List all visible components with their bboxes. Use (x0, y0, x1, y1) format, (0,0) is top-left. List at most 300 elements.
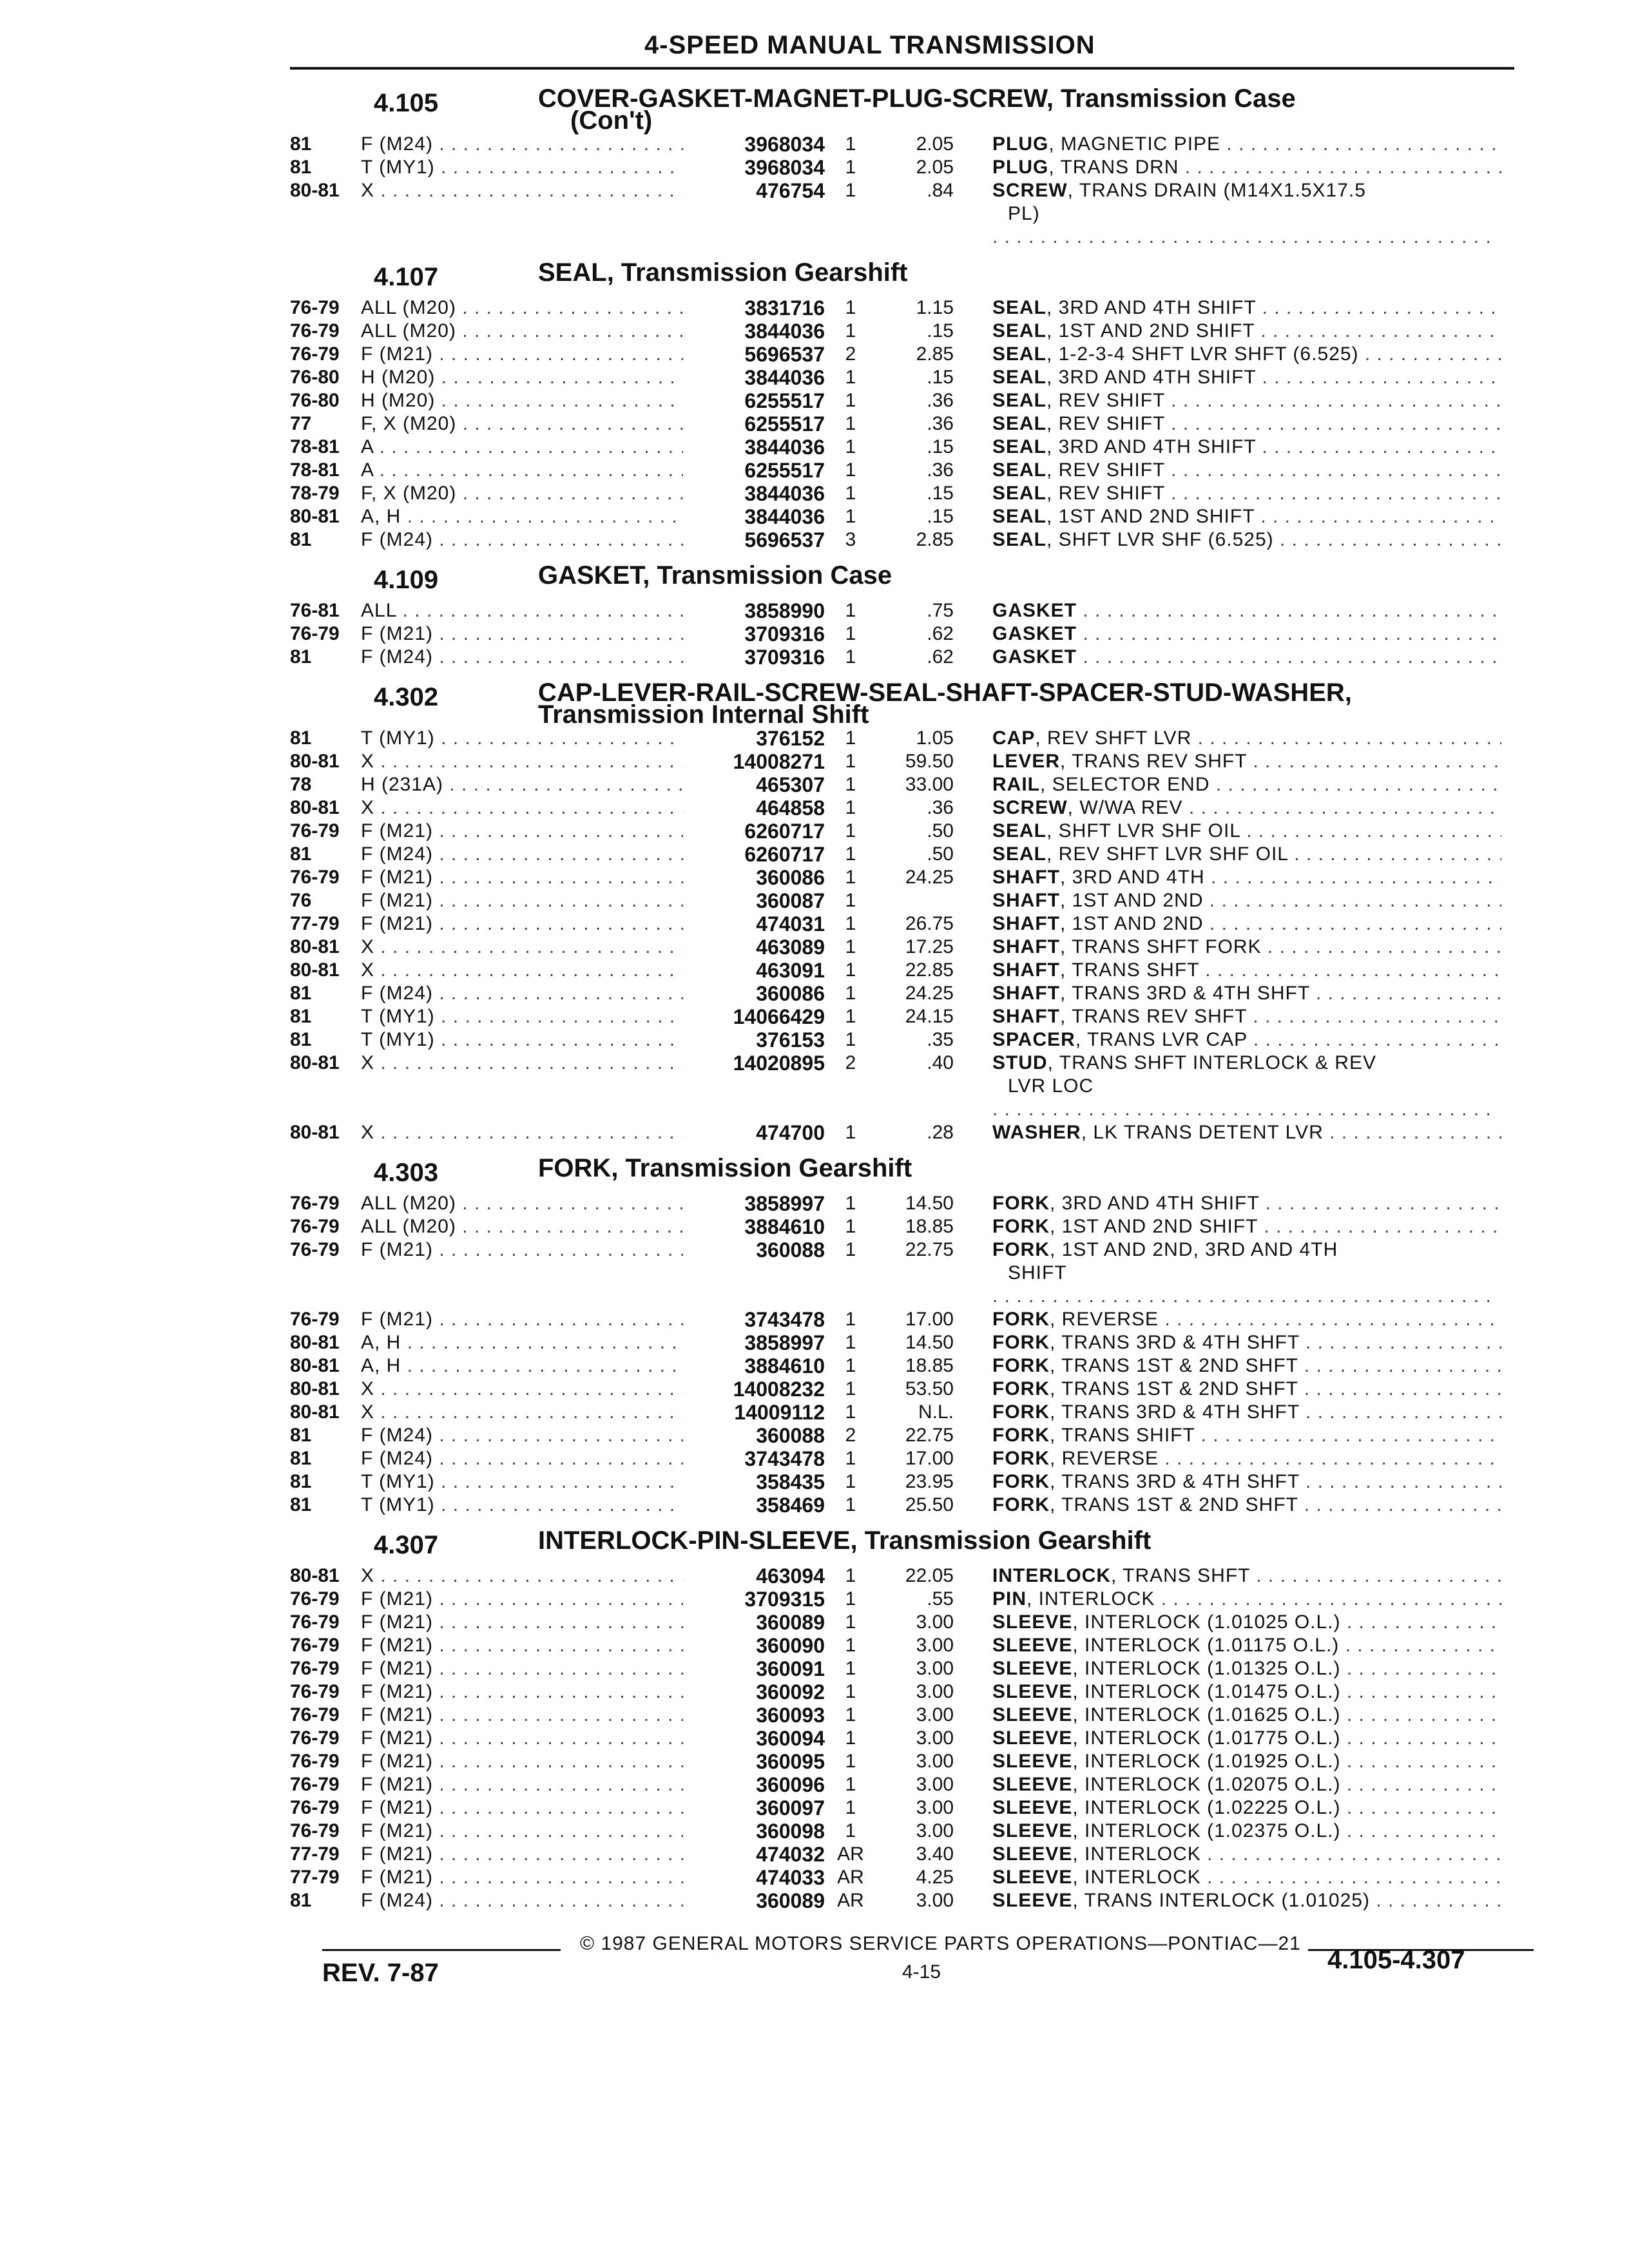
part-number: 474031 (756, 912, 825, 936)
part-detail-continued: LVR LOC (1008, 1075, 1094, 1097)
part-name: FORK (992, 1448, 1050, 1469)
price: .36 (927, 413, 954, 434)
year-range: 77-79 (290, 1843, 340, 1865)
section-title-main: CAP-LEVER-RAIL-SCREW-SEAL-SHAFT-SPACER-STUD-WASHER (538, 678, 1345, 707)
quantity: 1 (845, 459, 856, 481)
part-detail: , SHFT LVR SHF (6.525) (1046, 529, 1274, 550)
part-description (954, 1750, 1501, 1773)
price: 3.00 (916, 1704, 954, 1725)
year-range: 76-79 (290, 320, 340, 341)
part-detail: , 1ST AND 2ND SHIFT (1050, 1216, 1258, 1237)
section-header (290, 1152, 1514, 1192)
part-row (290, 1588, 1514, 1611)
price: 23.95 (905, 1471, 954, 1492)
model-code: F (M24) . . . (361, 982, 683, 1005)
part-description (954, 1704, 1501, 1727)
part-detail: , 1ST AND 2ND SHIFT (1046, 320, 1255, 341)
quantity: 1 (845, 1588, 856, 1610)
part-description (954, 1843, 1501, 1866)
part-name: FORK (992, 1471, 1050, 1492)
part-row (290, 1354, 1514, 1378)
model-code: X . . . (361, 1052, 683, 1075)
part-detail: , TRANS INTERLOCK (1.01025) (1072, 1890, 1370, 1911)
part-description (954, 1796, 1501, 1820)
price: .15 (927, 506, 954, 527)
section-header (290, 82, 1514, 133)
part-number: 3968034 (744, 133, 825, 156)
quantity: AR (837, 1890, 864, 1911)
part-description (954, 1564, 1501, 1588)
model-code: A, H . . . (361, 505, 683, 528)
quantity: 1 (845, 1494, 856, 1515)
model-code: H (231A) . . . (361, 773, 683, 796)
year-range: 81 (290, 1471, 312, 1492)
quantity: 1 (845, 436, 856, 457)
part-description (954, 1494, 1501, 1517)
part-description (954, 866, 1501, 889)
year-range: 81 (290, 1029, 312, 1050)
price: .50 (927, 820, 954, 841)
part-detail: , 3RD AND 4TH SHIFT (1046, 436, 1257, 457)
part-description (954, 1401, 1501, 1424)
part-detail: , TRANS LVR CAP (1075, 1029, 1248, 1050)
year-range: 81 (290, 646, 312, 668)
part-description (954, 936, 1501, 959)
price: N.L. (918, 1401, 954, 1423)
price: .84 (927, 180, 954, 201)
part-number: 6255517 (744, 389, 825, 412)
part-description (954, 1447, 1501, 1470)
page-number: 4-15 (902, 1961, 941, 1983)
year-range: 76-80 (290, 367, 340, 388)
price: .15 (927, 367, 954, 388)
part-row (290, 912, 1514, 936)
part-detail: , TRANS REV SHFT (1060, 751, 1247, 772)
part-row (290, 1215, 1514, 1238)
quantity: 1 (845, 390, 856, 411)
part-row (290, 1657, 1514, 1680)
year-range: 80-81 (290, 180, 340, 201)
part-description (954, 1820, 1501, 1843)
part-row (290, 959, 1514, 982)
price: 22.85 (905, 959, 954, 981)
part-row (290, 1192, 1514, 1215)
price: 17.00 (905, 1309, 954, 1330)
price: .50 (927, 843, 954, 865)
part-number: 465307 (756, 773, 825, 796)
part-number: 360086 (756, 866, 825, 889)
catalog-section (290, 1152, 1514, 1517)
year-range: 76-79 (290, 1588, 340, 1610)
year-range: 80-81 (290, 959, 340, 981)
model-code: F (M24) . . . (361, 1447, 683, 1470)
quantity: 1 (845, 1216, 856, 1237)
part-description (954, 1331, 1501, 1354)
part-name: FORK (992, 1193, 1050, 1214)
quantity: 1 (845, 1611, 856, 1633)
year-range: 78-79 (290, 483, 340, 504)
price: 17.00 (905, 1448, 954, 1469)
section-title (538, 84, 1296, 135)
model-code: F (M21) . . . (361, 1704, 683, 1727)
part-row (290, 773, 1514, 796)
quantity: 1 (845, 1658, 856, 1679)
year-range: 76-79 (290, 1309, 340, 1330)
quantity: 1 (845, 1193, 856, 1214)
part-description (954, 820, 1501, 843)
part-name: GASKET (992, 623, 1077, 644)
quantity: 1 (845, 1774, 856, 1795)
year-range: 76-79 (290, 1797, 340, 1818)
year-range: 76-79 (290, 1635, 340, 1656)
part-row (290, 528, 1514, 552)
price: 3.00 (916, 1727, 954, 1749)
part-number: 3884610 (744, 1215, 825, 1238)
part-description (954, 1378, 1501, 1401)
part-description (954, 1680, 1501, 1704)
part-description (954, 750, 1501, 773)
year-range: 80-81 (290, 1052, 340, 1073)
parts-listing (290, 82, 1514, 1920)
part-row (290, 156, 1514, 179)
part-detail: , W/WA REV (1067, 797, 1183, 818)
quantity: 1 (845, 1751, 856, 1772)
quantity: 1 (845, 1309, 856, 1330)
quantity: 1 (845, 180, 856, 201)
part-number: 3709315 (744, 1588, 825, 1611)
price: 1.05 (916, 727, 954, 749)
part-name: FORK (992, 1401, 1050, 1423)
part-detail: , INTERLOCK (1.01925 O.L.) (1072, 1751, 1341, 1772)
price: .36 (927, 797, 954, 818)
part-row (290, 1796, 1514, 1820)
part-name: SEAL (992, 483, 1047, 504)
part-detail: , TRANS 1ST & 2ND SHFT (1050, 1494, 1298, 1515)
part-name: SEAL (992, 459, 1047, 481)
quantity: 1 (845, 820, 856, 841)
model-code: X . . . (361, 179, 683, 202)
quantity: 1 (845, 1332, 856, 1353)
year-range: 81 (290, 1890, 312, 1911)
part-detail-continued: PL) (1008, 203, 1040, 224)
part-name: RAIL (992, 774, 1040, 795)
year-range: 80-81 (290, 1401, 340, 1423)
quantity: 1 (845, 867, 856, 888)
part-row (290, 1750, 1514, 1773)
part-name: SLEEVE (992, 1843, 1073, 1865)
part-description (954, 1215, 1501, 1238)
part-number: 6260717 (744, 843, 825, 866)
part-number: 464858 (756, 796, 825, 820)
year-range: 76-79 (290, 1239, 340, 1260)
part-row (290, 1889, 1514, 1912)
year-range: 80-81 (290, 1355, 340, 1376)
model-code: F, X (M20) . . . (361, 412, 683, 436)
part-name: FORK (992, 1425, 1050, 1446)
part-detail: , SHFT LVR SHF OIL (1046, 820, 1240, 841)
price: 3.00 (916, 1820, 954, 1841)
part-row (290, 1611, 1514, 1634)
model-code: F, X (M20) . . . (361, 482, 683, 505)
quantity: 1 (845, 959, 856, 981)
part-detail: , INTERLOCK (1027, 1588, 1155, 1610)
part-detail: , INTERLOCK (1.02225 O.L.) (1072, 1797, 1341, 1818)
quantity: 1 (845, 646, 856, 668)
section-number: 4.302 (374, 683, 439, 711)
price: 25.50 (905, 1494, 954, 1515)
part-description (954, 959, 1501, 982)
part-row (290, 1494, 1514, 1517)
model-code: X . . . (361, 796, 683, 820)
part-row (290, 296, 1514, 320)
part-name: SCREW (992, 797, 1068, 818)
part-detail: , TRANS REV SHFT (1060, 1006, 1247, 1027)
part-name: FORK (992, 1355, 1050, 1376)
section-title-main: SEAL (538, 258, 607, 287)
year-range: 77-79 (290, 1867, 340, 1888)
quantity: 1 (845, 1727, 856, 1749)
part-detail: , TRANS 3RD & 4TH SHFT (1050, 1471, 1300, 1492)
model-code: F (M21) . . . (361, 343, 683, 366)
part-detail: , TRANS 3RD & 4TH SHFT (1060, 983, 1310, 1004)
part-description (954, 528, 1501, 552)
part-row (290, 1028, 1514, 1052)
model-code: X . . . (361, 1121, 683, 1144)
price: 17.25 (905, 936, 954, 957)
part-name: STUD (992, 1052, 1048, 1073)
part-name: PIN (992, 1588, 1027, 1610)
year-range: 81 (290, 529, 312, 550)
quantity: 1 (845, 1471, 856, 1492)
quantity: 1 (845, 1029, 856, 1050)
part-number: 3709316 (744, 646, 825, 669)
part-row (290, 505, 1514, 528)
part-number: 360090 (756, 1634, 825, 1657)
year-range: 80-81 (290, 506, 340, 527)
part-number: 3831716 (744, 296, 825, 320)
copyright-notice: © 1987 GENERAL MOTORS SERVICE PARTS OPERATIONS—PONTIAC—21 (580, 1933, 1301, 1954)
part-description (954, 1238, 1501, 1308)
part-name: SLEEVE (992, 1797, 1073, 1818)
part-row (290, 1378, 1514, 1401)
part-row (290, 1238, 1514, 1308)
part-row (290, 1843, 1514, 1866)
section-header (290, 1524, 1514, 1564)
quantity: 1 (845, 1355, 856, 1376)
price: 4.25 (916, 1867, 954, 1888)
part-number: 474700 (756, 1121, 825, 1144)
part-row (290, 320, 1514, 343)
part-name: SEAL (992, 529, 1047, 550)
model-code: F (M24) . . . (361, 1424, 683, 1447)
part-row (290, 1052, 1514, 1121)
quantity: 1 (845, 727, 856, 749)
part-number: 376153 (756, 1028, 825, 1052)
section-title (538, 561, 892, 590)
part-detail: , 1ST AND 2ND, 3RD AND 4TH (1050, 1239, 1338, 1260)
model-code: F (M21) . . . (361, 1308, 683, 1331)
part-name: SPACER (992, 1029, 1075, 1050)
price: .28 (927, 1122, 954, 1143)
quantity: 1 (845, 983, 856, 1004)
part-description (954, 1028, 1501, 1052)
model-code: T (MY1) . . . (361, 156, 683, 179)
part-name: SLEEVE (992, 1867, 1073, 1888)
year-range: 80-81 (290, 797, 340, 818)
part-detail: , INTERLOCK (1.01025 O.L.) (1072, 1611, 1341, 1633)
part-number: 3844036 (744, 482, 825, 505)
model-code: F (M21) . . . (361, 622, 683, 646)
part-row (290, 750, 1514, 773)
model-code: F (M21) . . . (361, 1820, 683, 1843)
model-code: X . . . (361, 936, 683, 959)
part-description (954, 1634, 1501, 1657)
price: 3.00 (916, 1681, 954, 1702)
part-detail: , REV SHIFT (1046, 483, 1165, 504)
model-code: F (M21) . . . (361, 1634, 683, 1657)
price: .55 (927, 1588, 954, 1610)
part-description (954, 156, 1501, 179)
model-code: T (MY1) . . . (361, 1470, 683, 1494)
part-number: 3844036 (744, 436, 825, 459)
part-name: SHAFT (992, 867, 1060, 888)
price: .15 (927, 320, 954, 341)
quantity: 1 (845, 297, 856, 318)
part-description (954, 1866, 1501, 1889)
part-number: 360088 (756, 1238, 825, 1262)
part-description (954, 982, 1501, 1005)
part-name: SHAFT (992, 936, 1060, 957)
part-detail: , INTERLOCK (1.01625 O.L.) (1072, 1704, 1341, 1725)
price: .40 (927, 1052, 954, 1073)
part-description (954, 622, 1501, 646)
part-number: 3884610 (744, 1354, 825, 1378)
part-detail: , REVERSE (1050, 1309, 1159, 1330)
part-number: 463094 (756, 1564, 825, 1588)
price: 2.85 (916, 529, 954, 550)
part-number: 3743478 (744, 1447, 825, 1470)
part-name: FORK (992, 1332, 1050, 1353)
year-range: 76-79 (290, 1681, 340, 1702)
price: 33.00 (905, 774, 954, 795)
year-range: 76-79 (290, 1727, 340, 1749)
part-description (954, 727, 1501, 750)
model-code: ALL (M20) . . . (361, 1215, 683, 1238)
part-detail: , REVERSE (1050, 1448, 1159, 1469)
section-number: 4.105 (374, 89, 439, 117)
part-description (954, 1308, 1501, 1331)
part-name: SLEEVE (992, 1820, 1073, 1841)
price: .62 (927, 623, 954, 644)
part-name: SHAFT (992, 1006, 1060, 1027)
quantity: 1 (845, 890, 856, 911)
part-row (290, 1820, 1514, 1843)
price: 18.85 (905, 1355, 954, 1376)
year-range: 80-81 (290, 936, 340, 957)
part-name: WASHER (992, 1122, 1081, 1143)
part-name: GASKET (992, 600, 1077, 621)
catalog-section (290, 677, 1514, 1144)
part-name: SCREW (992, 180, 1068, 201)
part-description (954, 1773, 1501, 1796)
part-name: SLEEVE (992, 1635, 1073, 1656)
quantity: AR (837, 1843, 864, 1865)
title-rule (290, 67, 1514, 70)
quantity: 1 (845, 1401, 856, 1423)
part-row (290, 389, 1514, 412)
model-code: F (M21) . . . (361, 866, 683, 889)
part-description (954, 646, 1501, 669)
part-row (290, 843, 1514, 866)
part-row (290, 1680, 1514, 1704)
part-description (954, 412, 1501, 436)
quantity: 1 (845, 936, 856, 957)
quantity: 1 (845, 157, 856, 178)
part-name: SLEEVE (992, 1890, 1073, 1911)
part-number: 476754 (756, 179, 825, 202)
quantity: 1 (845, 774, 856, 795)
part-number: 5696537 (744, 343, 825, 366)
part-description (954, 296, 1501, 320)
model-code: F (M24) . . . (361, 843, 683, 866)
part-name: SEAL (992, 320, 1047, 341)
price: .35 (927, 1029, 954, 1050)
section-title-main: COVER-GASKET-MAGNET-PLUG-SCREW (538, 84, 1046, 113)
section-title-rest: , Transmission Gearshift (850, 1526, 1152, 1555)
part-row (290, 1564, 1514, 1588)
part-detail: , TRANS 3RD & 4TH SHFT (1050, 1401, 1300, 1423)
part-number: 360097 (756, 1796, 825, 1820)
year-range: 77-79 (290, 913, 340, 934)
model-code: F (M21) . . . (361, 1843, 683, 1866)
part-number: 3844036 (744, 366, 825, 389)
part-name: SEAL (992, 297, 1047, 318)
section-title-main: FORK (538, 1154, 612, 1182)
part-number: 3858990 (744, 599, 825, 622)
part-number: 3858997 (744, 1192, 825, 1215)
section-title (538, 1154, 912, 1182)
part-number: 360086 (756, 982, 825, 1005)
quantity: 1 (845, 1681, 856, 1702)
section-title-rest: , Transmission Case (1046, 84, 1296, 113)
year-range: 81 (290, 157, 312, 178)
quantity: 1 (845, 1704, 856, 1725)
model-code: ALL (M20) . . . (361, 296, 683, 320)
part-row (290, 459, 1514, 482)
section-title-rest: , Transmission Case (642, 561, 892, 590)
year-range: 76-79 (290, 1704, 340, 1725)
price: 1.15 (916, 297, 954, 318)
part-description (954, 1657, 1501, 1680)
part-detail: , REV SHIFT (1046, 413, 1165, 434)
part-description (954, 436, 1501, 459)
part-name: SLEEVE (992, 1774, 1073, 1795)
part-number: 3858997 (744, 1331, 825, 1354)
part-name: SLEEVE (992, 1704, 1073, 1725)
part-detail: , 1ST AND 2ND (1060, 890, 1204, 911)
part-number: 360096 (756, 1773, 825, 1796)
price: .62 (927, 646, 954, 668)
year-range: 76-79 (290, 297, 340, 318)
part-detail: , REV SHIFT (1046, 459, 1165, 481)
year-range: 76-79 (290, 623, 340, 644)
part-row (290, 820, 1514, 843)
quantity: 1 (845, 1239, 856, 1260)
price: 3.00 (916, 1751, 954, 1772)
part-row (290, 1331, 1514, 1354)
quantity: 1 (845, 413, 856, 434)
year-range: 76-79 (290, 1820, 340, 1841)
